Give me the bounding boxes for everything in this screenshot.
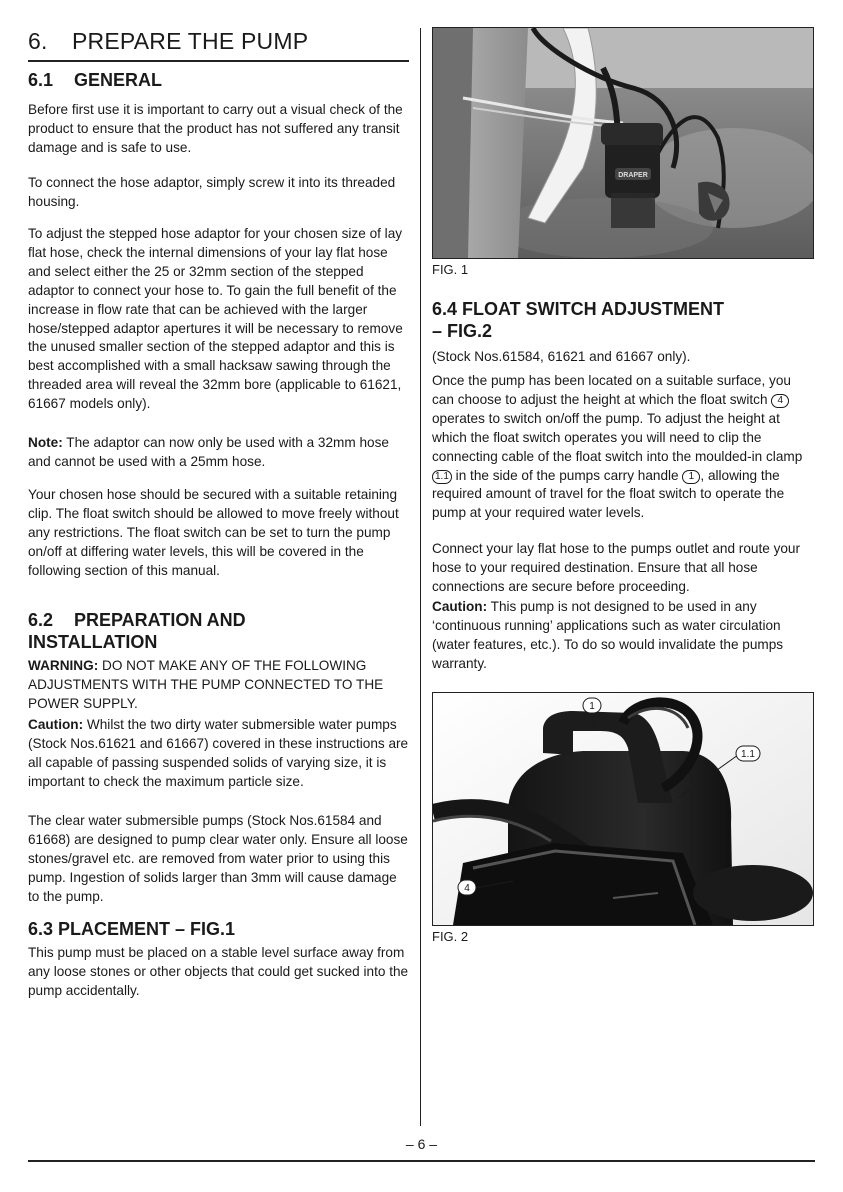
para-clear-water: The clear water submersible pumps (Stock Nos.61584 and 61668) are designed to pump clear water only. Ensure all loose stones/gravel etc. are removed from water prior to using this pump. Ingestion of solids larger than 3mm will cause damage to the pump. [28,813,408,904]
fig2-photo [432,692,814,926]
section-number: 6. [28,28,48,54]
fig1-photo [432,27,814,259]
page-number: – 6 – [405,1136,438,1152]
fig1-illustration [433,28,813,258]
para-stock-nos: (Stock Nos.61584, 61621 and 61667 only). [432,349,691,364]
para-visual-check: Before first use it is important to carry out a visual check of the product to ensure that the product has not suffered any transit damage and is safe to use. [28,102,403,155]
heading-6-3: 6.3 PLACEMENT – FIG.1 [28,919,236,939]
section-heading [28,28,409,55]
fig1-caption: FIG. 1 [432,262,469,277]
para-hose-adaptor: To connect the hose adaptor, simply screw it into its threaded housing. [28,175,396,209]
callout-ref-1-1: 1.1 [432,470,452,484]
callout-ref-1: 1 [682,470,700,484]
para-caution-dirty: Caution: Whilst the two dirty water submersible water pumps (Stock Nos.61621 and 61667) covered in these instructions are all capable of passing suspended solids of varying size, it is important to check the maximum particle size. [28,717,409,789]
heading-rule [28,60,409,62]
para-warning: WARNING: DO NOT MAKE ANY OF THE FOLLOWING ADJUSTMENTS WITH THE PUMP CONNECTED TO THE POWER SUPPLY. [28,658,384,711]
heading-6-4: 6.4 FLOAT SWITCH ADJUSTMENT – FIG.2 [432,299,724,341]
fig2-callout-1: 1 [589,701,595,712]
column-divider [420,28,421,1126]
para-placement: This pump must be placed on a stable level surface away from any loose stones or other objects that could get sucked into the pump accidentally. [28,945,409,998]
fig2-callout-1-1: 1.1 [741,749,755,760]
fig2-illustration [433,693,813,925]
footer-rule [28,1160,815,1162]
para-lay-flat-hose: Connect your lay flat hose to the pumps outlet and route your hose to your required destination. Ensure that all hose connections are secure before proceeding. [432,541,801,594]
fig1-brand-label: DRAPER [618,172,648,179]
para-float-switch: Once the pump has been located on a suitable surface, you can choose to adjust the height at which the float switch 4 operates to switch on/off the pump. To adjust the height at which the float switch operates you will need to clip the connecting cable of the float switch into the moulded-in clamp 1.1 in the side of the pumps carry handle 1 , allowing the required amount of travel for the float switch to operate the pump at your required water levels. [432,373,803,521]
para-caution-continuous: Caution: This pump is not designed to be used in any ‘continuous running’ applications such as water circulation (water features, etc.). To do so would invalidate the pumps warranty. [432,599,784,671]
callout-ref-4: 4 [771,394,789,408]
heading-6-2: 6.2 PREPARATION AND INSTALLATION [28,610,246,652]
para-retaining-clip: Your chosen hose should be secured with a suitable retaining clip. The float switch should be allowed to move freely without any restrictions. The float switch can be set to turn the pump on/off at differing water levels, this will be covered in the following section of this manual. [28,487,399,578]
fig2-callout-4: 4 [464,883,470,894]
para-note: Note: The adaptor can now only be used with a 32mm hose and cannot be used with a 25mm hose. [28,435,389,469]
heading-6-1: 6.1 GENERAL [28,70,163,90]
fig2-caption: FIG. 2 [432,929,469,944]
para-stepped-adaptor: To adjust the stepped hose adaptor for your chosen size of lay flat hose, check the internal dimensions of your lay flat hose and select either the 25 or 32mm section of the stepped adaptor to connect your hose to. To gain the full benefit of the increase in flow rate that can be achieved with the larger hose/stepped adaptor apertures it will be necessary to remove the unused smaller section of the stepped adaptor and this is best accomplished with a small hacksaw sawing through the threaded area will reveal the 32mm bore (applicable to 61621, 61667 models only). [28,226,403,412]
section-title: PREPARE THE PUMP [72,28,309,54]
